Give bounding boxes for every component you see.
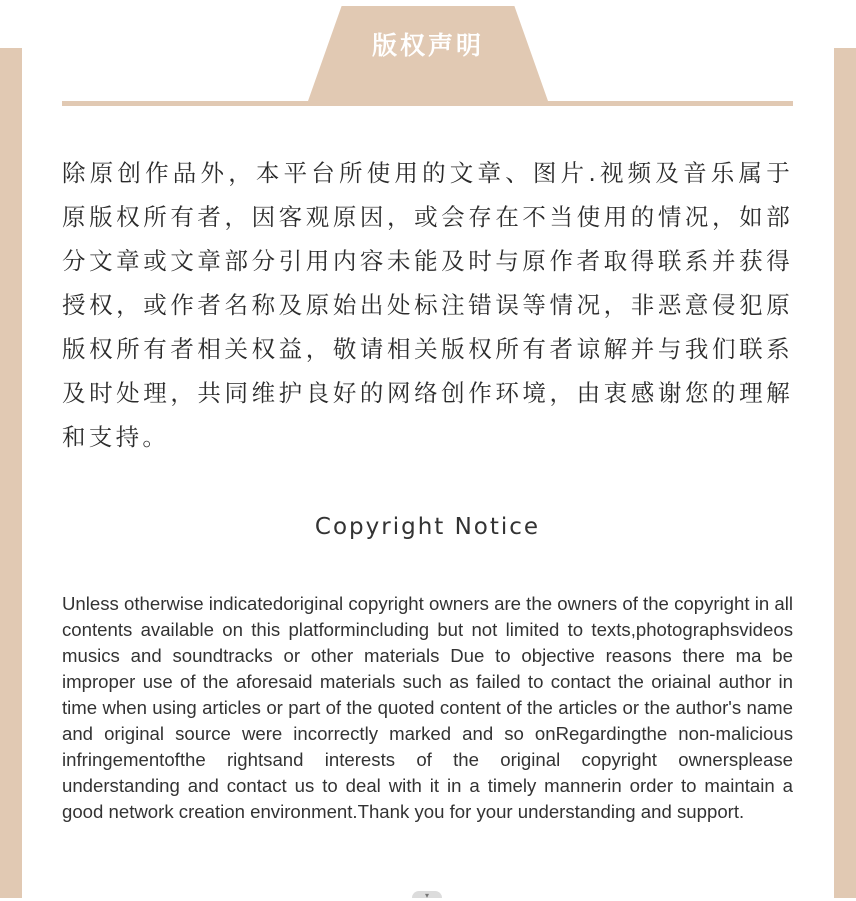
chevron-down-icon[interactable]: ▾ [412, 891, 442, 898]
english-heading: Copyright Notice [314, 514, 541, 540]
left-decorative-bar [0, 48, 22, 898]
english-notice-text: Unless otherwise indicatedoriginal copyright owners are the owners of the copyright in all contents available on this platformincluding but not limited to texts,photographsvideos musics and soundtracks or other materials Due to objective reasons there ma be improper use of the aforesaid materials such as failed to contact the oriainal author in time when using articles or part of the quoted content of the articles or the author's name and original source were incorrectly marked and so onRegardingthe non-malicious infringementofthe rightsand interests of the original copyright ownersplease understanding and contact us to deal with it in a timely mannerin order to maintain a good network creation environment.Thank you for your understanding and support. [62, 593, 793, 822]
right-decorative-bar [834, 48, 856, 898]
title-divider [62, 101, 793, 106]
page-title: 版权声明 [371, 31, 484, 60]
chinese-notice-text: 除原创作品外，本平台所使用的文章、图片.视频及音乐属于原版权所有者，因客观原因，或会存在不当使用的情况，如部分文章或文章部分引用内容未能及时与原作者取得联系并获得授权，或作者名称及原始出处标注错误等情况，非恶意侵犯原版权所有者相关权益，敬请相关版权所有者谅解并与我们联系及时处理，共同维护良好的网络创作环境，由衷感谢您的理解和支持。 [62, 159, 793, 451]
